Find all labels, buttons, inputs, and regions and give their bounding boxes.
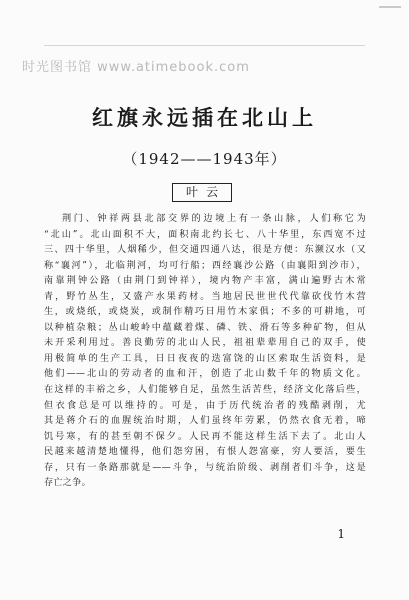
body-line: 以种植杂粮；丛山峻岭中蕴藏着煤、磷、铁、滑石等多种矿物，但从	[44, 322, 366, 333]
body-line: “北山”。北山面积不大，面积南北约长七、八十华里，东西宽不过	[44, 229, 366, 240]
body-line: 三、四十华里，人烟稀少，但交通四通八达，很是方便：东濒汉水（又	[44, 245, 366, 256]
scan-mark	[379, 6, 401, 8]
body-line: 民越来越清楚地懂得，他们怨穷困，有恨人怨富豪，穷人要活，要生	[44, 447, 366, 458]
body-line: 青，野竹丛生，又盛产水果药材。当地居民世世代代靠砍伐竹木营	[44, 291, 366, 302]
body-line: 南靠荆钟公路（由荆门到钟祥），境内物产丰富，满山遍野古木常	[44, 276, 366, 287]
body-line: 他们——北山的劳动者的血和汗，创造了北山数千年的物质文化。	[44, 369, 366, 380]
body-line: 未开采利用过。善良勤劳的北山人民，祖祖辈辈用自己的双手，使	[44, 338, 366, 349]
body-line: 存，只有一条路那就是——斗争，与统治阶级、剥削者们斗争，这是	[44, 462, 366, 473]
body-line: 在这样的丰裕之乡，人们能够自足，虽然生活苦些，经济文化落后些，	[44, 385, 366, 396]
article-body	[44, 212, 366, 492]
body-line: 荆门、钟祥两县北部交界的边境上有一条山脉，人们称它为	[62, 214, 366, 224]
author-name: 叶云	[172, 183, 232, 202]
body-line: 但衣食总是可以维持的。可是，由于历代统治者的残酷剥削，尤	[44, 400, 366, 411]
watermark: 时光图书馆 www.atimebook.com	[22, 60, 250, 75]
header-rule	[44, 45, 365, 46]
article-subtitle: （1942——1943年）	[122, 150, 287, 168]
body-line: 生，或烧纸，或烧炭，或制作精巧日用竹木家俱；不多的可耕地，可	[44, 307, 366, 318]
body-line: 称“襄河”），北临荆河，均可行船；西经襄沙公路（由襄阳到沙市），	[44, 260, 366, 271]
body-line: 其是蒋介石的血腥统治时期，人们虽终年劳累，仍然衣食无着，啼	[44, 416, 366, 427]
article-title: 红旗永远插在北山上	[92, 105, 317, 130]
body-line: 用极简单的生产工具，日日夜夜的迭富饶的山区索取生活资料，是	[44, 353, 366, 364]
page-number: 1	[337, 527, 345, 541]
body-line: 饥号寒，有的甚至朝不保夕。人民再不能这样生活下去了。北山人	[44, 431, 366, 442]
body-line: 存亡之争。	[44, 478, 91, 489]
